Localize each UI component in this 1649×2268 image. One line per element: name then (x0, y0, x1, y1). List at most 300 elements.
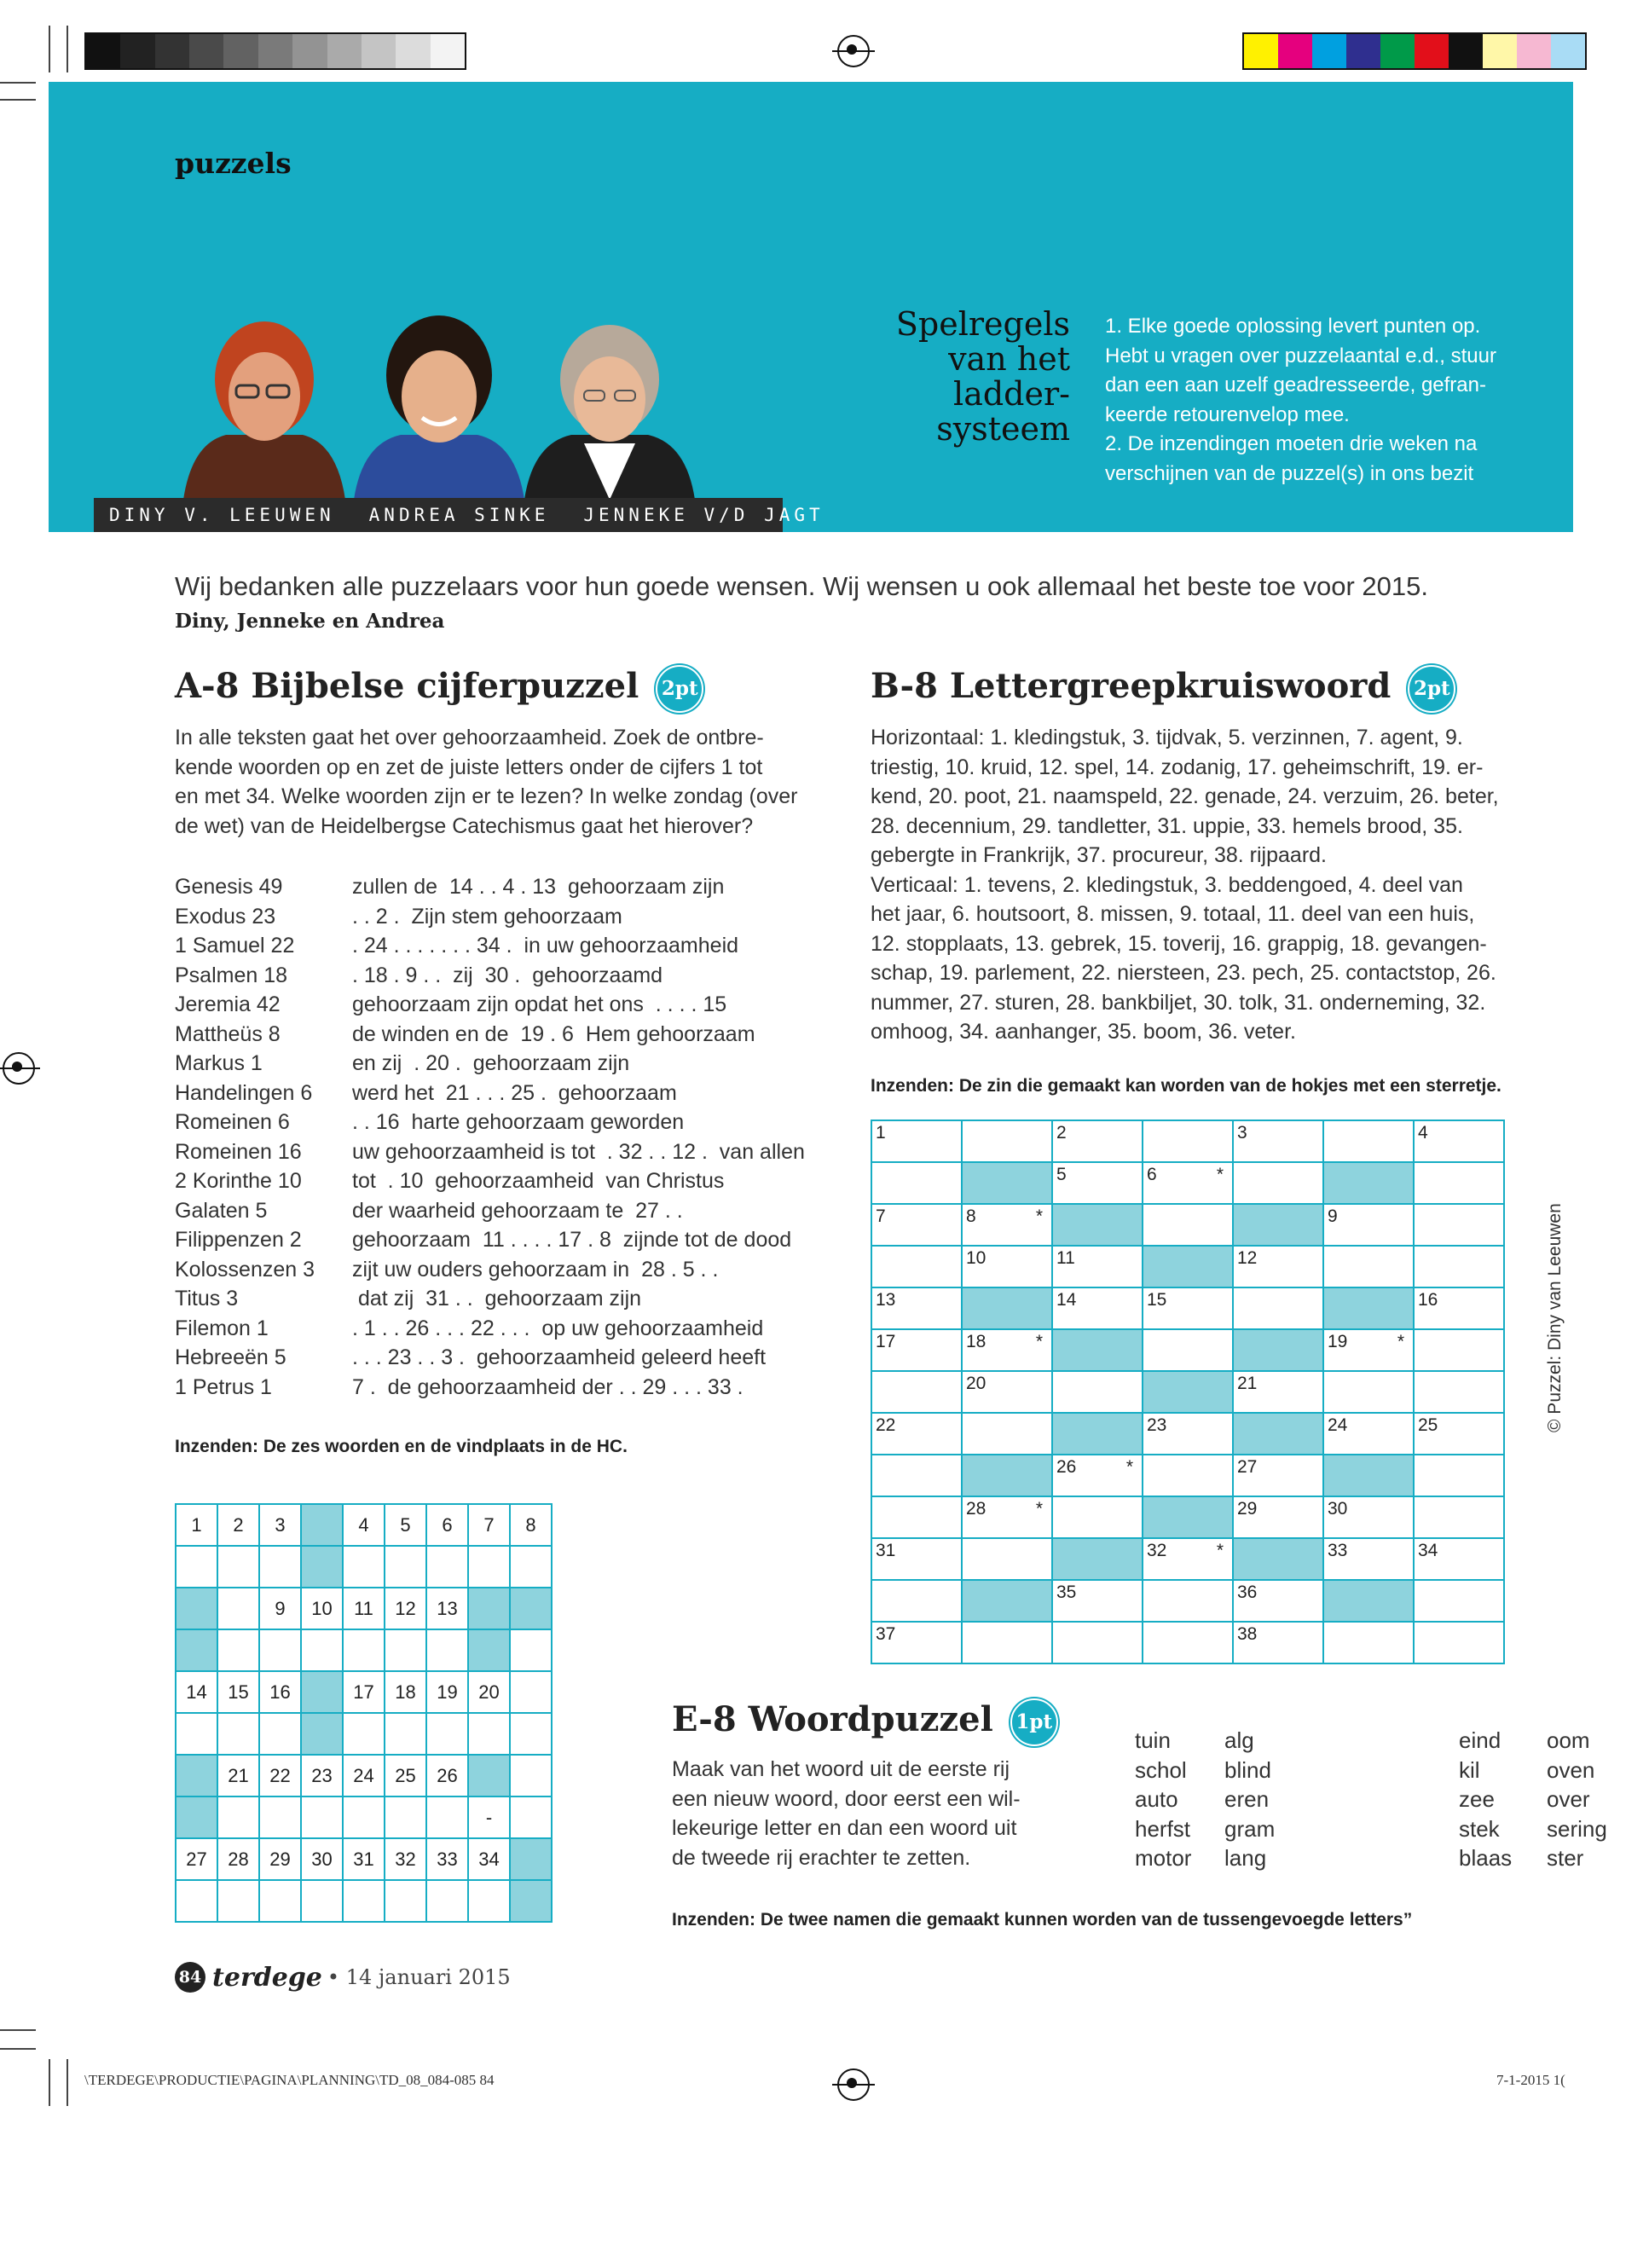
grid-cell[interactable] (1323, 1120, 1414, 1162)
clue-line: kend, 20. poot, 21. naamspeld, 22. genade, 24. verzuim, 26. beter, (871, 784, 1499, 808)
grid-cell[interactable] (1414, 1455, 1504, 1496)
cell-number: 34 (1418, 1541, 1438, 1560)
color-swatch (1346, 34, 1380, 68)
clue-row (175, 1343, 848, 1373)
grid-cell[interactable] (962, 1496, 1052, 1538)
puzzle-b-title (871, 665, 1455, 713)
grid-cell[interactable] (1323, 1204, 1414, 1246)
color-swatch (1415, 34, 1449, 68)
grid-cell[interactable]: - (468, 1796, 510, 1838)
grid-cell[interactable] (259, 1796, 301, 1838)
grid-cell[interactable] (1052, 1162, 1143, 1204)
grid-cell (962, 1455, 1052, 1496)
grid-cell[interactable] (1233, 1246, 1323, 1287)
cell-number: 19 (1328, 1332, 1348, 1351)
intro-line: Maak van het woord uit de eerste rij (672, 1757, 1010, 1781)
grid-cell[interactable] (385, 1880, 426, 1922)
grid-cell[interactable] (343, 1796, 385, 1838)
grid-cell (1233, 1538, 1323, 1580)
grid-cell[interactable] (871, 1329, 962, 1371)
grid-cell[interactable] (343, 1880, 385, 1922)
page-number: 84 (175, 1962, 205, 1993)
page-footer (175, 1962, 511, 1993)
grid-cell[interactable] (1052, 1371, 1143, 1413)
issue-date: • 14 januari 2015 (327, 1965, 511, 1989)
word: schol (1135, 1756, 1187, 1783)
grid-cell[interactable]: 15 (217, 1671, 259, 1713)
grid-cell[interactable] (385, 1796, 426, 1838)
word: oven (1547, 1756, 1595, 1783)
grid-cell[interactable] (176, 1713, 217, 1755)
grid-cell[interactable] (962, 1622, 1052, 1663)
grid-cell[interactable] (217, 1588, 259, 1629)
grid-cell[interactable] (1052, 1120, 1143, 1162)
grid-cell[interactable] (962, 1204, 1052, 1246)
grid-cell[interactable] (259, 1713, 301, 1755)
grid-row (176, 1671, 552, 1713)
star-marker: * (1397, 1332, 1404, 1351)
grid-cell (176, 1755, 217, 1796)
grid-cell[interactable] (871, 1538, 962, 1580)
puzzle-a-title (175, 665, 703, 713)
grid-cell[interactable] (962, 1538, 1052, 1580)
clue-line: omhoog, 34. aanhanger, 35. boom, 36. veter. (871, 1020, 1296, 1044)
grid-cell[interactable]: 24 (343, 1755, 385, 1796)
clue-line: het jaar, 6. houtsoort, 8. missen, 9. totaal, 11. deel van een huis, (871, 902, 1475, 926)
rules-line: keerde retourenvelop mee. (1105, 402, 1350, 426)
clue-line: schap, 19. parlement, 22. niersteen, 23. pech, 25. contactstop, 26. (871, 961, 1496, 985)
gray-swatch (431, 34, 465, 68)
puzzle-a-intro (175, 723, 823, 841)
cell-number: 3 (1237, 1123, 1247, 1143)
grid-cell[interactable] (1143, 1204, 1233, 1246)
grid-cell[interactable]: 7 (468, 1504, 510, 1546)
grid-cell (301, 1713, 343, 1755)
cell-number: 25 (1418, 1415, 1438, 1435)
grid-cell[interactable]: 2 (217, 1504, 259, 1546)
grid-cell[interactable] (1323, 1538, 1414, 1580)
grid-cell (468, 1755, 510, 1796)
cell-number: 12 (1237, 1248, 1258, 1268)
grid-cell[interactable] (1143, 1287, 1233, 1329)
clue-line: gebergte in Frankrijk, 37. procureur, 38. rijpaard. (871, 843, 1327, 867)
clue-text: werd het 21 . . . 25 . gehoorzaam (352, 1080, 677, 1105)
clue-row (175, 1049, 848, 1079)
cell-number: 22 (876, 1415, 896, 1435)
cell-number: 13 (876, 1290, 896, 1310)
grid-cell[interactable] (1414, 1329, 1504, 1371)
grid-cell[interactable] (1414, 1580, 1504, 1622)
grid-row (871, 1162, 1504, 1204)
grid-cell[interactable] (1323, 1371, 1414, 1413)
grid-cell[interactable] (510, 1796, 552, 1838)
grid-cell[interactable] (1323, 1329, 1414, 1371)
intro-line: lekeurige letter en dan een woord uit (672, 1816, 1017, 1840)
puzzle-b-clues (871, 723, 1553, 1047)
grid-cell[interactable] (1052, 1496, 1143, 1538)
grid-cell[interactable] (1414, 1162, 1504, 1204)
cell-number: 11 (1056, 1248, 1075, 1268)
clue-reference: Jeremia 42 (175, 992, 281, 1016)
grid-row (176, 1629, 552, 1671)
grid-cell (1323, 1580, 1414, 1622)
grid-cell[interactable] (1414, 1371, 1504, 1413)
grid-cell (1323, 1287, 1414, 1329)
grid-cell[interactable] (871, 1622, 962, 1663)
grid-cell[interactable] (426, 1546, 468, 1588)
intro-line: de wet) van de Heidelbergse Catechismus gaat het hierover? (175, 813, 754, 838)
cell-number: 38 (1237, 1624, 1258, 1644)
grid-cell[interactable] (1052, 1287, 1143, 1329)
portrait-andrea (354, 315, 524, 500)
grid-cell[interactable] (1143, 1413, 1233, 1455)
cell-number: 23 (1147, 1415, 1167, 1435)
puzzle-e-title (672, 1698, 1058, 1746)
clue-reference: Handelingen 6 (175, 1080, 313, 1105)
grid-cell[interactable]: 1 (176, 1504, 217, 1546)
grid-cell[interactable] (385, 1713, 426, 1755)
crop-mark (0, 82, 36, 84)
grid-cell[interactable]: 30 (301, 1838, 343, 1880)
grid-cell[interactable]: 18 (385, 1671, 426, 1713)
grid-cell[interactable] (1414, 1413, 1504, 1455)
grid-cell (468, 1629, 510, 1671)
grid-cell[interactable]: 13 (426, 1588, 468, 1629)
cell-number: 5 (1056, 1165, 1067, 1184)
rules-line: dan een aan uzelf geadresseerde, gefran- (1105, 373, 1486, 396)
intro-line: de tweede rij erachter te zetten. (672, 1845, 971, 1870)
grid-cell[interactable]: 28 (217, 1838, 259, 1880)
slug-date: 7-1-2015 1( (1496, 2072, 1565, 2088)
grid-cell[interactable] (871, 1580, 962, 1622)
grid-cell (301, 1504, 343, 1546)
grid-cell[interactable] (1323, 1496, 1414, 1538)
word: kil (1459, 1756, 1480, 1783)
grid-cell[interactable]: 3 (259, 1504, 301, 1546)
crop-mark (49, 2059, 50, 2106)
editor-name: JENNEKE V/D JAGT (583, 505, 824, 525)
clue-text: zullen de 14 . . 4 . 13 gehoorzaam zijn (352, 875, 725, 899)
grid-cell[interactable] (871, 1371, 962, 1413)
grid-cell (468, 1588, 510, 1629)
intro-line: kende woorden op en zet de juiste letters onder de cijfers 1 tot (175, 755, 763, 779)
grid-row (871, 1496, 1504, 1538)
clue-line: triestig, 10. kruid, 12. spel, 14. zodanig, 17. geheimschrift, 19. er- (871, 755, 1484, 779)
grid-cell[interactable]: 26 (426, 1755, 468, 1796)
grid-cell[interactable] (426, 1796, 468, 1838)
grid-cell[interactable]: 19 (426, 1671, 468, 1713)
grid-cell (962, 1287, 1052, 1329)
grid-cell[interactable] (1414, 1538, 1504, 1580)
clue-line: 12. stopplaats, 13. gebrek, 15. toverij, 16. grappig, 18. gevangen- (871, 931, 1487, 956)
thanks-signature: Diny, Jenneke en Andrea (175, 610, 445, 633)
grid-cell[interactable] (510, 1546, 552, 1588)
grid-cell[interactable]: 14 (176, 1671, 217, 1713)
rules-text (1105, 312, 1548, 489)
grid-cell[interactable] (510, 1629, 552, 1671)
gray-swatch (155, 34, 189, 68)
grid-cell[interactable] (217, 1629, 259, 1671)
grid-cell[interactable] (301, 1629, 343, 1671)
grid-cell[interactable] (871, 1413, 962, 1455)
word: tuin (1135, 1727, 1171, 1753)
gray-swatch (120, 34, 154, 68)
word: herfst (1135, 1815, 1191, 1842)
grid-cell[interactable] (1143, 1455, 1233, 1496)
color-swatch (1551, 34, 1585, 68)
grid-cell[interactable]: 27 (176, 1838, 217, 1880)
grid-row (871, 1622, 1504, 1663)
color-swatch (1244, 34, 1278, 68)
cell-number: 17 (876, 1332, 896, 1351)
grid-cell[interactable] (1323, 1246, 1414, 1287)
clue-row (175, 1020, 848, 1050)
grid-cell[interactable]: 32 (385, 1838, 426, 1880)
grid-row (871, 1329, 1504, 1371)
grid-row (176, 1796, 552, 1838)
gray-swatch (223, 34, 257, 68)
intro-line: een nieuw woord, door eerst een wil- (672, 1786, 1021, 1811)
grid-cell[interactable] (259, 1629, 301, 1671)
cell-number: 32 (1147, 1541, 1167, 1560)
cell-number: 24 (1328, 1415, 1348, 1435)
clue-row (175, 931, 848, 961)
cell-number: 36 (1237, 1582, 1258, 1602)
puzzle-a-title-text: A-8 Bijbelse cijferpuzzel (175, 666, 639, 706)
gray-swatch (292, 34, 327, 68)
grid-cell[interactable] (343, 1546, 385, 1588)
grid-cell[interactable] (510, 1755, 552, 1796)
grid-cell[interactable]: 11 (343, 1588, 385, 1629)
rules-line: 1. Elke goede oplossing levert punten op. (1105, 315, 1481, 338)
grid-cell[interactable] (871, 1287, 962, 1329)
rules-title-line: van het (948, 340, 1070, 378)
grid-cell (176, 1796, 217, 1838)
grid-cell[interactable]: 4 (343, 1504, 385, 1546)
grid-cell[interactable] (1414, 1120, 1504, 1162)
grid-cell[interactable] (1233, 1287, 1323, 1329)
grid-cell[interactable] (1414, 1496, 1504, 1538)
grid-cell[interactable] (1143, 1580, 1233, 1622)
clue-reference: Romeinen 6 (175, 1110, 290, 1134)
grid-cell[interactable] (871, 1204, 962, 1246)
grid-cell[interactable] (217, 1880, 259, 1922)
word: stek (1459, 1815, 1500, 1842)
grid-cell[interactable] (871, 1455, 962, 1496)
grid-cell[interactable] (176, 1546, 217, 1588)
grid-cell[interactable]: 9 (259, 1588, 301, 1629)
clue-row (175, 902, 848, 932)
grid-cell[interactable] (1052, 1580, 1143, 1622)
grid-cell[interactable] (1233, 1455, 1323, 1496)
clue-row (175, 1196, 848, 1226)
grid-cell[interactable] (217, 1546, 259, 1588)
grid-cell[interactable] (259, 1546, 301, 1588)
star-marker: * (1216, 1165, 1224, 1184)
gray-swatch (86, 34, 120, 68)
color-swatch (1278, 34, 1312, 68)
grid-cell[interactable] (962, 1329, 1052, 1371)
star-marker: * (1035, 1206, 1043, 1226)
grid-cell[interactable] (1233, 1580, 1323, 1622)
grid-cell[interactable]: 34 (468, 1838, 510, 1880)
editor-name: ANDREA SINKE (368, 505, 550, 525)
grid-cell[interactable] (217, 1796, 259, 1838)
grid-cell[interactable] (962, 1413, 1052, 1455)
rules-line: verschijnen van de puzzel(s) in ons bezit (1105, 461, 1474, 485)
grid-cell[interactable] (301, 1796, 343, 1838)
gray-swatch (396, 34, 430, 68)
grid-cell[interactable]: 16 (259, 1671, 301, 1713)
grid-cell[interactable]: 10 (301, 1588, 343, 1629)
cell-number: 18 (966, 1332, 987, 1351)
puzzle-e-intro (672, 1755, 1081, 1872)
grid-cell[interactable] (301, 1880, 343, 1922)
grid-cell[interactable] (468, 1880, 510, 1922)
grid-cell[interactable] (343, 1713, 385, 1755)
grid-row (871, 1538, 1504, 1580)
grid-cell[interactable] (510, 1713, 552, 1755)
gray-swatch (189, 34, 223, 68)
grid-cell[interactable] (1414, 1287, 1504, 1329)
grid-cell[interactable]: 17 (343, 1671, 385, 1713)
grid-cell[interactable] (1233, 1371, 1323, 1413)
puzzle-e-title-text: E-8 Woordpuzzel (672, 1699, 993, 1739)
grid-cell[interactable] (385, 1546, 426, 1588)
grid-cell[interactable] (259, 1880, 301, 1922)
grid-cell[interactable]: 25 (385, 1755, 426, 1796)
cell-number: 7 (876, 1206, 886, 1226)
cell-number: 2 (1056, 1123, 1067, 1143)
grid-cell[interactable] (1414, 1246, 1504, 1287)
grayscale-bar (84, 32, 466, 70)
grid-cell[interactable] (426, 1713, 468, 1755)
grid-cell[interactable] (1143, 1622, 1233, 1663)
grid-cell (1323, 1455, 1414, 1496)
grid-cell[interactable]: 12 (385, 1588, 426, 1629)
grid-cell[interactable] (1233, 1496, 1323, 1538)
portrait-jenneke (524, 325, 695, 500)
grid-cell[interactable] (1052, 1622, 1143, 1663)
grid-cell[interactable] (1143, 1329, 1233, 1371)
grid-cell[interactable]: 23 (301, 1755, 343, 1796)
grid-cell[interactable] (962, 1371, 1052, 1413)
cell-number: 1 (876, 1123, 886, 1143)
grid-cell[interactable] (1233, 1162, 1323, 1204)
grid-cell[interactable] (871, 1162, 962, 1204)
grid-cell[interactable] (1414, 1204, 1504, 1246)
cell-number: 6 (1147, 1165, 1157, 1184)
crop-mark (0, 99, 36, 101)
grid-cell[interactable] (176, 1880, 217, 1922)
grid-cell[interactable]: 31 (343, 1838, 385, 1880)
grid-cell[interactable] (871, 1120, 962, 1162)
rules-title-line: Spelregels (895, 305, 1070, 343)
grid-cell[interactable] (1052, 1455, 1143, 1496)
rules-line: 2. De inzendingen moeten drie weken na (1105, 432, 1478, 455)
grid-cell[interactable] (426, 1629, 468, 1671)
grid-cell[interactable] (1143, 1120, 1233, 1162)
color-swatch (1483, 34, 1517, 68)
intro-line: en met 34. Welke woorden zijn er te lezen? In welke zondag (over (175, 784, 798, 808)
grid-cell[interactable] (385, 1629, 426, 1671)
star-marker: * (1035, 1499, 1043, 1519)
magazine-logo: terdege (212, 1962, 322, 1993)
grid-row (871, 1413, 1504, 1455)
grid-cell[interactable] (343, 1629, 385, 1671)
clue-row (175, 872, 848, 902)
thanks-text: Wij bedanken alle puzzelaars voor hun goede wensen. Wij wensen u ook allemaal het beste toe voor 2015. (175, 571, 1428, 601)
grid-row (176, 1504, 552, 1546)
registration-mark-left (3, 1052, 35, 1085)
cell-number: 31 (876, 1541, 896, 1560)
grid-cell[interactable] (510, 1671, 552, 1713)
grid-cell[interactable] (1143, 1162, 1233, 1204)
grid-cell[interactable] (962, 1120, 1052, 1162)
grid-cell[interactable] (1323, 1622, 1414, 1663)
puzzle-a-clues (175, 872, 848, 1402)
color-swatch (1380, 34, 1415, 68)
crop-mark (0, 2029, 36, 2031)
grid-cell[interactable]: 20 (468, 1671, 510, 1713)
grid-cell[interactable] (217, 1713, 259, 1755)
clue-reference: Markus 1 (175, 1051, 263, 1075)
grid-cell[interactable] (1414, 1622, 1504, 1663)
cell-number: 37 (876, 1624, 896, 1644)
cell-number: 33 (1328, 1541, 1348, 1560)
word: alg (1224, 1727, 1254, 1753)
grid-cell[interactable] (426, 1880, 468, 1922)
word: lang (1224, 1845, 1267, 1871)
grid-row (176, 1880, 552, 1922)
grid-cell[interactable] (1323, 1413, 1414, 1455)
puzzle-e-submit: Inzenden: De twee namen die gemaakt kunnen worden van de tussengevoegde letters” (672, 1910, 1413, 1930)
grid-row (176, 1713, 552, 1755)
word: eind (1459, 1727, 1501, 1753)
puzzle-a-grid (175, 1503, 553, 1923)
color-swatch (1312, 34, 1346, 68)
cell-number: 28 (966, 1499, 987, 1519)
grid-cell[interactable] (468, 1546, 510, 1588)
grid-row (871, 1287, 1504, 1329)
word: eren (1224, 1786, 1270, 1812)
clue-line: nummer, 27. sturen, 28. bankbiljet, 30. tolk, 31. onderneming, 32. (871, 990, 1486, 1015)
grid-cell[interactable]: 29 (259, 1838, 301, 1880)
grid-cell[interactable]: 33 (426, 1838, 468, 1880)
grid-cell[interactable]: 22 (259, 1755, 301, 1796)
grid-cell[interactable] (962, 1246, 1052, 1287)
grid-cell[interactable]: 5 (385, 1504, 426, 1546)
grid-cell[interactable] (1233, 1622, 1323, 1663)
grid-cell[interactable] (1143, 1538, 1233, 1580)
grid-cell[interactable]: 21 (217, 1755, 259, 1796)
grid-cell[interactable]: 8 (510, 1504, 552, 1546)
grid-cell[interactable] (871, 1246, 962, 1287)
grid-cell[interactable] (468, 1713, 510, 1755)
grid-cell[interactable] (871, 1496, 962, 1538)
editors-photo (175, 315, 703, 500)
clue-text: gehoorzaam 11 . . . . 17 . 8 zijnde tot de dood (352, 1228, 792, 1252)
gray-swatch (362, 34, 396, 68)
grid-cell[interactable] (1052, 1246, 1143, 1287)
word: gram (1224, 1815, 1276, 1842)
clue-row (175, 1166, 848, 1196)
clue-reference: Psalmen 18 (175, 963, 288, 987)
clue-row (175, 1314, 848, 1344)
crop-mark (0, 2048, 36, 2050)
grid-cell[interactable] (1233, 1120, 1323, 1162)
grid-cell[interactable]: 6 (426, 1504, 468, 1546)
